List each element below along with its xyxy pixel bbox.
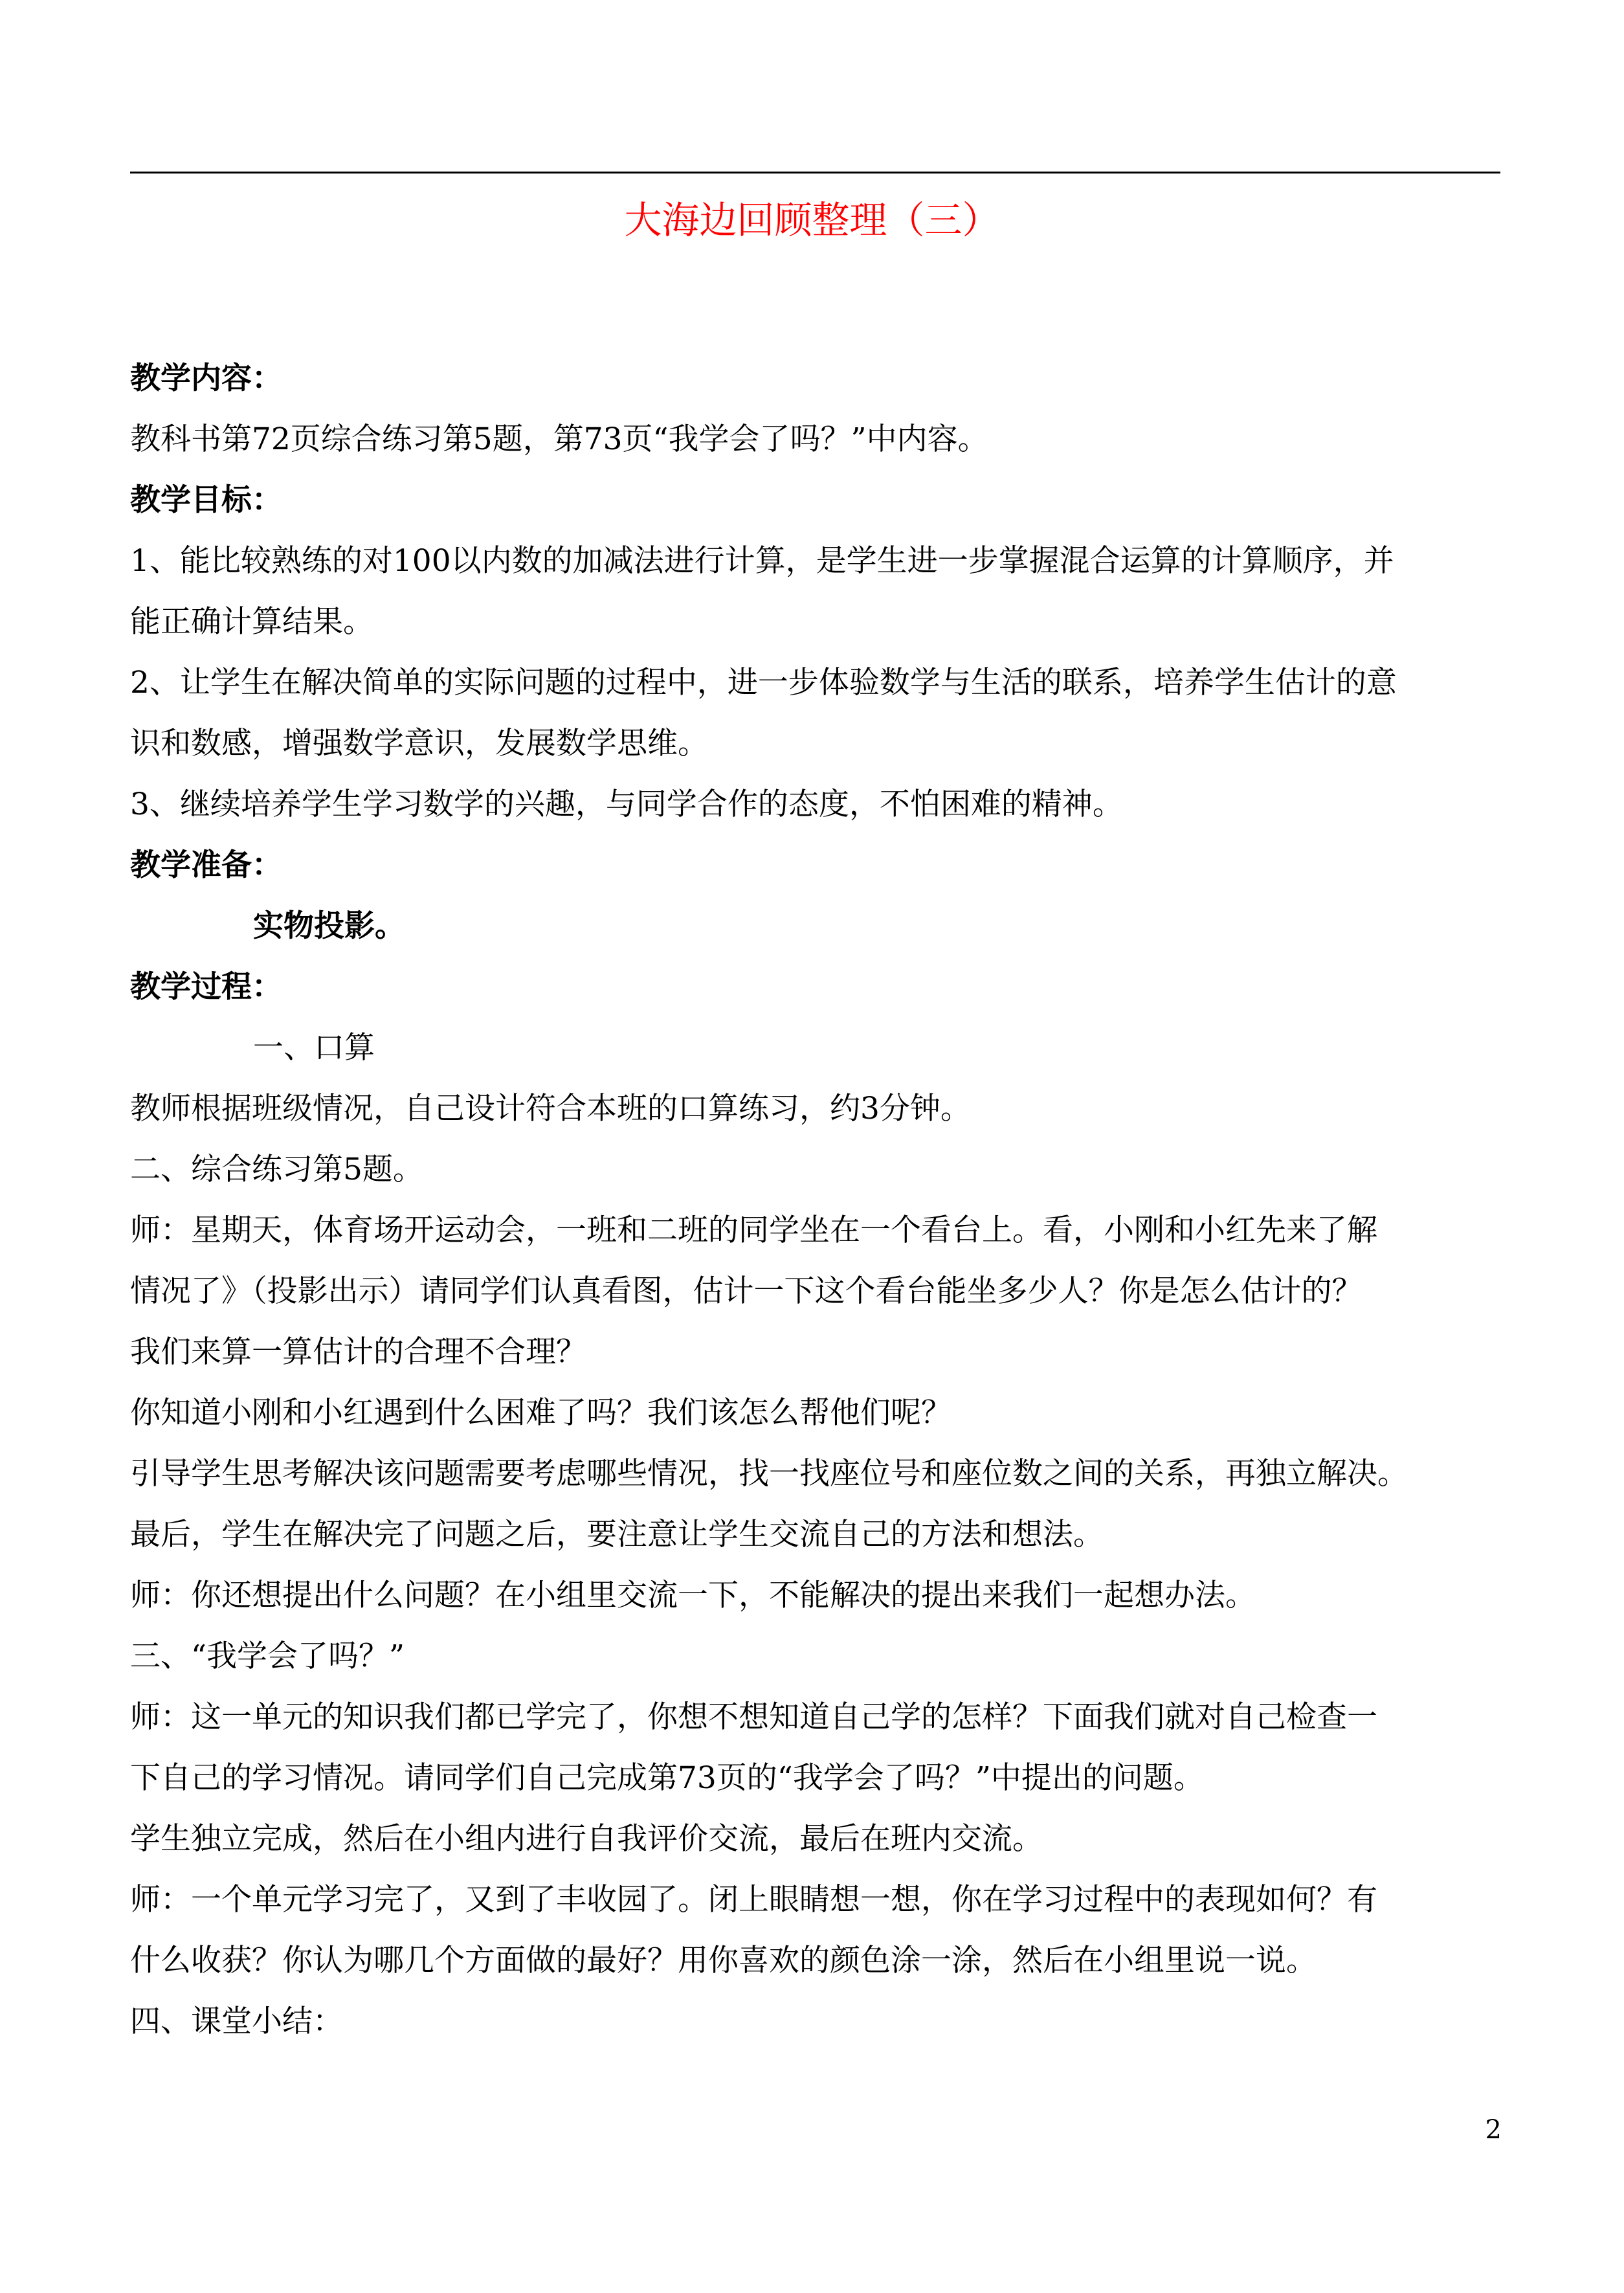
paragraph-line: 能正确计算结果。 bbox=[130, 604, 373, 640]
paragraph-line: 师：一个单元学习完了，又到了丰收园了。闭上眼睛想一想，你在学习过程中的表现如何？有 bbox=[130, 1882, 1377, 1918]
paragraph-line: 引导学生思考解决该问题需要考虑哪些情况，找一找座位号和座位数之间的关系，再独立解决。 bbox=[130, 1456, 1408, 1492]
paragraph-line: 师：你还想提出什么问题？在小组里交流一下，不能解决的提出来我们一起想办法。 bbox=[130, 1578, 1256, 1613]
paragraph-line: 师：星期天，体育场开运动会，一班和二班的同学坐在一个看台上。看，小刚和小红先来了解 bbox=[130, 1213, 1377, 1248]
page-number: 2 bbox=[1485, 2115, 1502, 2145]
paragraph-line: 三、“我学会了吗？” bbox=[130, 1639, 405, 1674]
section-heading-goals: 教学目标： bbox=[130, 482, 282, 518]
paragraph-line: 四、课堂小结： bbox=[130, 2004, 343, 2039]
document-title: 大海边回顾整理（三） bbox=[624, 198, 1000, 242]
paragraph-line: 二、综合练习第5题。 bbox=[130, 1152, 423, 1187]
paragraph-line: 学生独立完成，然后在小组内进行自我评价交流，最后在班内交流。 bbox=[130, 1821, 1043, 1857]
paragraph-line: 情况了》（投影出示）请同学们认真看图，估计一下这个看台能坐多少人？你是怎么估计的？ bbox=[130, 1273, 1363, 1309]
paragraph-line: 教师根据班级情况，自己设计符合本班的口算练习，约3分钟。 bbox=[130, 1091, 971, 1126]
paragraph-line: 1、能比较熟练的对100以内数的加减法进行计算，是学生进一步掌握混合运算的计算顺序，并 bbox=[130, 543, 1394, 579]
paragraph-line: 什么收获？你认为哪几个方面做的最好？用你喜欢的颜色涂一涂，然后在小组里说一说。 bbox=[130, 1943, 1317, 1978]
paragraph-line: 2、让学生在解决简单的实际问题的过程中，进一步体验数学与生活的联系，培养学生估计的意 bbox=[130, 665, 1397, 700]
section-heading-preparation: 教学准备： bbox=[130, 847, 282, 883]
paragraph-line: 下自己的学习情况。请同学们自己完成第73页的“我学会了吗？”中提出的问题。 bbox=[130, 1760, 1204, 1796]
paragraph-line: 师：这一单元的知识我们都已学完了，你想不想知道自己学的怎样？下面我们就对自己检查一 bbox=[130, 1699, 1377, 1735]
paragraph-line: 3、继续培养学生学习数学的兴趣，与同学合作的态度，不怕困难的精神。 bbox=[130, 787, 1123, 822]
paragraph-line: 我们来算一算估计的合理不合理？ bbox=[130, 1334, 586, 1370]
paragraph-line: 你知道小刚和小红遇到什么困难了吗？我们该怎么帮他们呢？ bbox=[130, 1395, 951, 1431]
header-rule bbox=[130, 172, 1500, 173]
section-heading-content: 教学内容： bbox=[130, 361, 282, 396]
paragraph-line: 实物投影。 bbox=[253, 908, 405, 944]
paragraph-line: 一、口算 bbox=[253, 1030, 375, 1066]
paragraph-line: 教科书第72页综合练习第5题，第73页“我学会了吗？”中内容。 bbox=[130, 421, 988, 457]
paragraph-line: 识和数感，增强数学意识，发展数学思维。 bbox=[130, 726, 708, 761]
section-heading-process: 教学过程： bbox=[130, 969, 282, 1005]
paragraph-line: 最后，学生在解决完了问题之后，要注意让学生交流自己的方法和想法。 bbox=[130, 1517, 1104, 1552]
document-body bbox=[130, 348, 1500, 2052]
